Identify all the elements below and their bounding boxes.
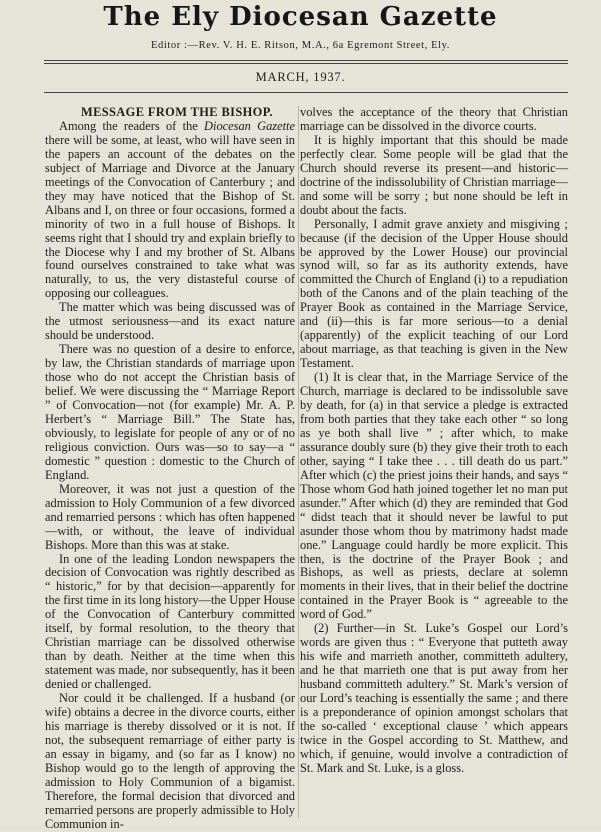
top-rule [44, 60, 568, 61]
article-heading: MESSAGE FROM THE BISHOP. [80, 105, 274, 119]
paragraph: (1) It is clear that, in the Marriage Service of the Church, marriage is declared to be indissoluble save by death, for (a) in that service a pledge is extracted from both parties that they take each other “ so long as ye both shall live ” ; after which, to make assurance doubly sure (b) they give their troth to each other, saying “ I take thee . . . till death do us part.” After which (c) the priest joins their hands, and says “ Those whom God hath joined together let no man put asunder.” After which (d) they are reminded that God “ didst teach that it should never be lawful to put asunder those whom thou by matrimony hadst made one.” Language could hardly be more explicit. This then, is the doctrine of the Prayer Book ; and Bishops, as well as priests, declare at solemn moments in their lives, that in their belief the doctrine contained in the Prayer Book is “ agreeable to the word of God.” [300, 370, 568, 622]
paragraph: The matter which was being discussed was of the utmost seriousness—and its exact nature should be understood. [45, 300, 295, 343]
paragraph: Moreover, it was not just a question of the admission to Holy Communion of a few divorced and remarried persons : which has often happened—with, or without, the leave of individual Bishops. More than this was at stake. [45, 481, 295, 552]
column-divider [298, 106, 299, 818]
masthead-title: The Ely Diocesan Gazette [103, 2, 498, 32]
right-column [300, 106, 568, 776]
editor-line: Editor :—Rev. V. H. E. Ritson, M.A., 6a Egremont Street, Ely. [150, 40, 451, 51]
paragraph: There was no question of a desire to enforce, by law, the Christian standards of marriage upon those who do not accept the Christian basis of belief. We were discussing the “ Marriage Report ” of Convocation—not (for example) Mr. A. P. Herbert’s “ Marriage Bill.” The State has, obviously, to legislate for people of any or of no religious conviction. Ours was—so to say—a “ domestic ” question : domestic to the Church of England. [45, 342, 295, 482]
top-rule-double [44, 63, 568, 64]
date-rule [44, 92, 568, 93]
paragraph: Nor could it be challenged. If a husband (or wife) obtains a decree in the divorce courts, either his marriage is thereby dissolved or it is not. If not, the subsequent remarriage of either party is an essay in bigamy, and (so far as I know) no Bishop would go to the length of approving the admission to Holy Communion of a bigamist. Therefore, the formal decision that divorced and remarried persons are properly admissible to Holy Communion in- [45, 691, 295, 831]
paragraph: Personally, I admit grave anxiety and misgiving ; because (if the decision of the Upper House should be approved by the Lower House) our provincial synod will, so far as its authority extends, have committed the Church of England (i) to a repudiation both of the Canons and of the plain teaching of the Prayer Book as contained in the Marriage Service, and (ii)—this is far more serious—to a denial (apparently) of the explicit teaching of our Lord about marriage, as that teaching is given in the New Testament. [300, 216, 568, 371]
paragraph: In one of the leading London newspapers the decision of Convocation was rightly described as “ historic,” for by that decision—apparently for the first time in its long history—the Upper House of the Convocation of Canterbury committed itself, by formal resolution, to the theory that Christian marriage can be dissolved otherwise than by death. Neither at the time when this statement was made, nor subsequently, has it been denied or challenged. [45, 551, 295, 692]
gazette-name-italic: Diocesan Gazette [204, 118, 295, 133]
left-column [45, 106, 295, 832]
paragraph: Among the readers of the Diocesan Gazette there will be some, at least, who will have seen in the papers an account of the debates on the subject of Marriage and Divorce at the January meetings of the Convocation of Canterbury ; and they may have noticed that the Bishop of St. Albans and I, on three or four occasions, formed a minority of two in a full house of Bishops. It seems right that I should try and explain briefly to the Diocese why I and my brother of St. Albans found ourselves constrained to take what was naturally, to us, the very distasteful course of opposing our colleagues. [45, 118, 295, 301]
issue-date: MARCH, 1937. [255, 70, 346, 84]
paragraph: (2) Further—in St. Luke’s Gospel our Lord’s words are given thus : “ Everyone that putteth away his wife and marrieth another, committeth adultery, and he that marrieth one that is put away from her husband committeth adultery.” St. Mark’s version of our Lord’s teaching is essentially the same ; and there is a preponderance of opinion amongst scholars that the so-called ‘ exceptional clause ’ which appears twice in the Gospel according to St. Matthew, and which, if genuine, would involve a contradiction of St. Mark and St. Luke, is a gloss. [300, 621, 568, 775]
paragraph: It is highly important that this should be made perfectly clear. Some people will be glad that the Church should reverse its present—and historic—doctrine of the indissolubility of Christian marriage—and some will be sorry ; but none should be left in doubt about the facts. [300, 132, 568, 217]
paragraph-continued: volves the acceptance of the theory that Christian marriage can be dissolved in the divorce courts. [300, 105, 568, 133]
